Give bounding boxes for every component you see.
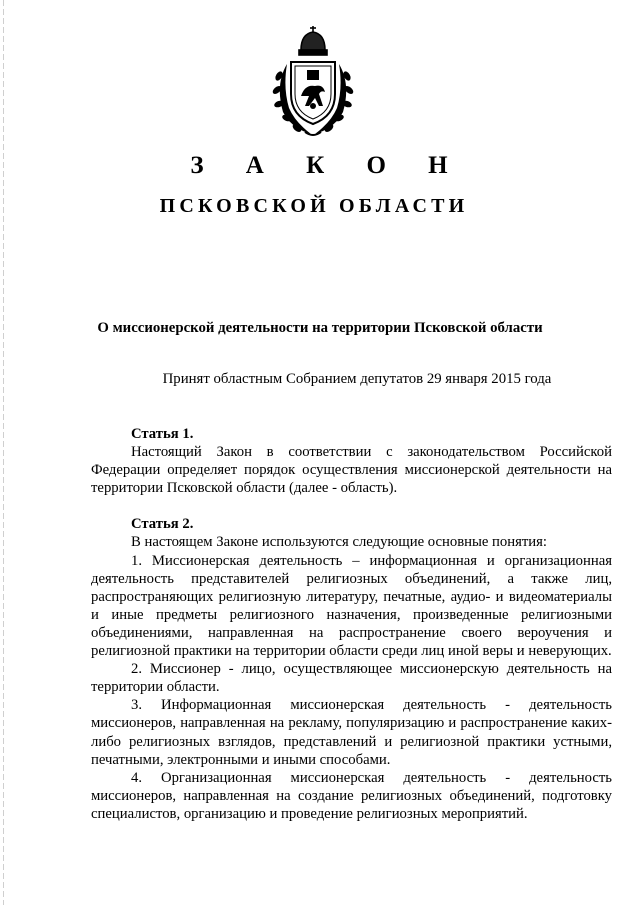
article-paragraph: 3. Информационная миссионерская деятельность - деятельность миссионеров, направленная на рекламу, популяризацию и распространение каких-либо религиозных взглядов, представлений и религиозной практики устными, печатными, электронными и иными способами.: [91, 697, 612, 768]
article-paragraph: 1. Миссионерская деятельность – информационная и организационная деятельность представителей религиозных объединений, а также лиц, распространяющих религиозную литературу, печатные, аудио- и видеоматериалы и иные предметы религиозного назначения, произведенные религиозными объединениями, направленная на распространение своего вероучения и религиозной практики на территории области среди лиц иной веры и неверующих.: [91, 552, 612, 660]
law-body: [91, 425, 612, 823]
article-paragraph: 2. Миссионер - лицо, осуществляющее миссионерскую деятельность на территории области.: [91, 661, 612, 696]
law-name: О миссионерской деятельности на территории Псковской области: [97, 320, 543, 336]
article-paragraph: В настоящем Законе используются следующие основные понятия:: [131, 534, 547, 551]
coat-of-arms-icon: [265, 24, 361, 140]
article-heading: Статья 1.: [131, 426, 194, 442]
document-subtitle: ПСКОВСКОЙ ОБЛАСТИ: [159, 195, 469, 217]
scan-edge: [3, 0, 4, 905]
article-paragraph: 4. Организационная миссионерская деятельность - деятельность миссионеров, направленная на создание религиозных объединений, подготовку специалистов, организацию и проведение религиозных мероприятий.: [91, 769, 612, 822]
article-paragraph: Настоящий Закон в соответствии с законодательством Российской Федерации определяет порядок осуществления миссионерской деятельности на территории Псковской области (далее - область).: [91, 444, 612, 497]
adoption-note: Принят областным Собранием депутатов 29 января 2015 года: [162, 371, 552, 387]
document-title: З А К О Н: [190, 152, 466, 179]
article-heading: Статья 2.: [131, 516, 194, 533]
